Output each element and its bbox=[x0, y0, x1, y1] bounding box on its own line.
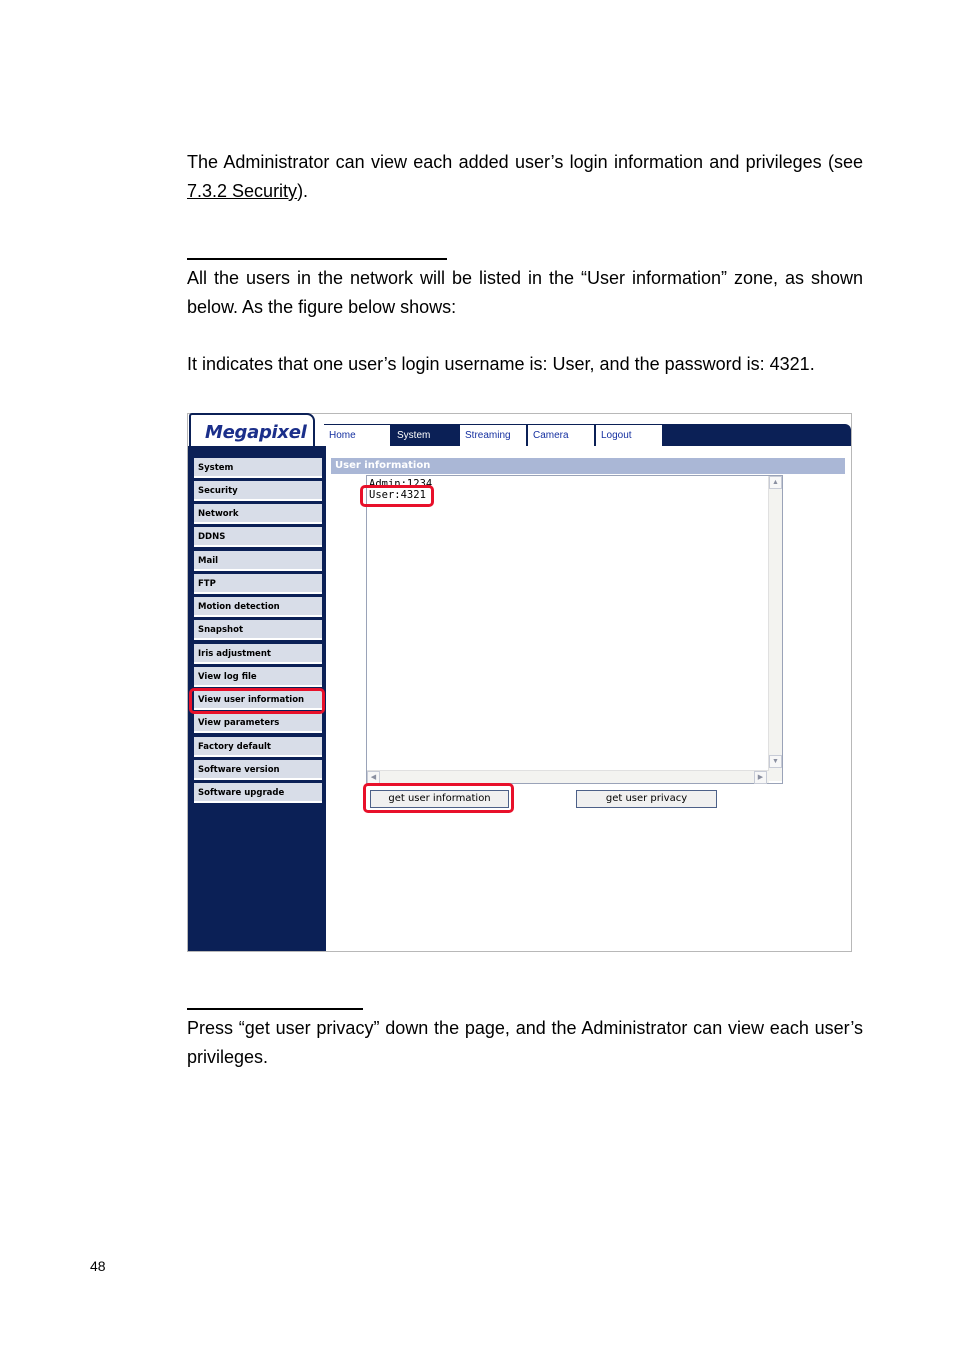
users-paragraph: All the users in the network will be listed in the “User information” zone, as shown below. As the figure below shows: bbox=[187, 268, 863, 317]
heading-rule-2 bbox=[187, 1008, 363, 1010]
list-item-admin[interactable]: Admin:1234 bbox=[369, 478, 433, 490]
sidebar-item-software-version[interactable]: Software version bbox=[194, 760, 322, 780]
scroll-down-icon[interactable]: ▼ bbox=[769, 755, 782, 768]
sidebar-item-view-parameters[interactable]: View parameters bbox=[194, 713, 322, 733]
highlight-sidebar-item bbox=[189, 688, 325, 714]
sidebar-item-ftp[interactable]: FTP bbox=[194, 574, 322, 594]
sidebar-item-software-upgrade[interactable]: Software upgrade bbox=[194, 783, 322, 803]
scroll-up-icon[interactable]: ▲ bbox=[769, 476, 782, 489]
sidebar-item-snapshot[interactable]: Snapshot bbox=[194, 620, 322, 640]
sidebar-item-ddns[interactable]: DDNS bbox=[194, 527, 322, 547]
get-user-information-button[interactable]: get user information bbox=[370, 790, 509, 808]
logo bbox=[189, 413, 315, 447]
user-list[interactable] bbox=[366, 475, 783, 784]
logo-text: Megapixel bbox=[205, 422, 307, 443]
nav-home[interactable]: Home bbox=[324, 425, 390, 446]
nav-system[interactable]: System bbox=[392, 425, 458, 446]
vertical-scrollbar[interactable] bbox=[768, 476, 782, 781]
sidebar-item-mail[interactable]: Mail bbox=[194, 551, 322, 571]
privacy-paragraph: Press “get user privacy” down the page, and the Administrator can view each user’s privileges. bbox=[187, 1018, 863, 1067]
example-paragraph: It indicates that one user’s login username is: User, and the password is: 4321. bbox=[187, 354, 815, 374]
intro-paragraph bbox=[187, 148, 863, 206]
sidebar-item-view-user-information[interactable]: View user information bbox=[194, 690, 322, 710]
nav-camera[interactable]: Camera bbox=[528, 425, 594, 446]
page-number: 48 bbox=[90, 1258, 106, 1274]
highlight-user-entry bbox=[360, 485, 434, 507]
horizontal-scrollbar[interactable] bbox=[367, 770, 769, 783]
sidebar-item-system[interactable]: System bbox=[194, 458, 322, 478]
security-link[interactable]: 7.3.2 Security bbox=[187, 181, 298, 201]
web-ui-screenshot bbox=[187, 413, 852, 952]
intro-text-end: ). bbox=[297, 181, 309, 201]
sidebar-item-factory-default[interactable]: Factory default bbox=[194, 737, 322, 757]
sidebar-item-motion-detection[interactable]: Motion detection bbox=[194, 597, 322, 617]
heading-rule bbox=[187, 258, 447, 260]
sidebar-item-iris-adjustment[interactable]: Iris adjustment bbox=[194, 644, 322, 664]
intro-text: The Administrator can view each added user’s login information and privileges (see bbox=[187, 152, 863, 172]
scroll-right-icon[interactable]: ▶ bbox=[754, 771, 767, 784]
scroll-left-icon[interactable]: ◀ bbox=[367, 771, 380, 784]
section-title: User information bbox=[331, 458, 845, 474]
nav-streaming[interactable]: Streaming bbox=[460, 425, 526, 446]
sidebar-item-view-log-file[interactable]: View log file bbox=[194, 667, 322, 687]
get-user-privacy-button[interactable]: get user privacy bbox=[576, 790, 717, 808]
sidebar-item-security[interactable]: Security bbox=[194, 481, 322, 501]
sidebar-item-network[interactable]: Network bbox=[194, 504, 322, 524]
nav-logout[interactable]: Logout bbox=[596, 425, 662, 446]
list-item-user[interactable]: User:4321 bbox=[369, 489, 426, 501]
highlight-get-info-button bbox=[363, 783, 514, 813]
